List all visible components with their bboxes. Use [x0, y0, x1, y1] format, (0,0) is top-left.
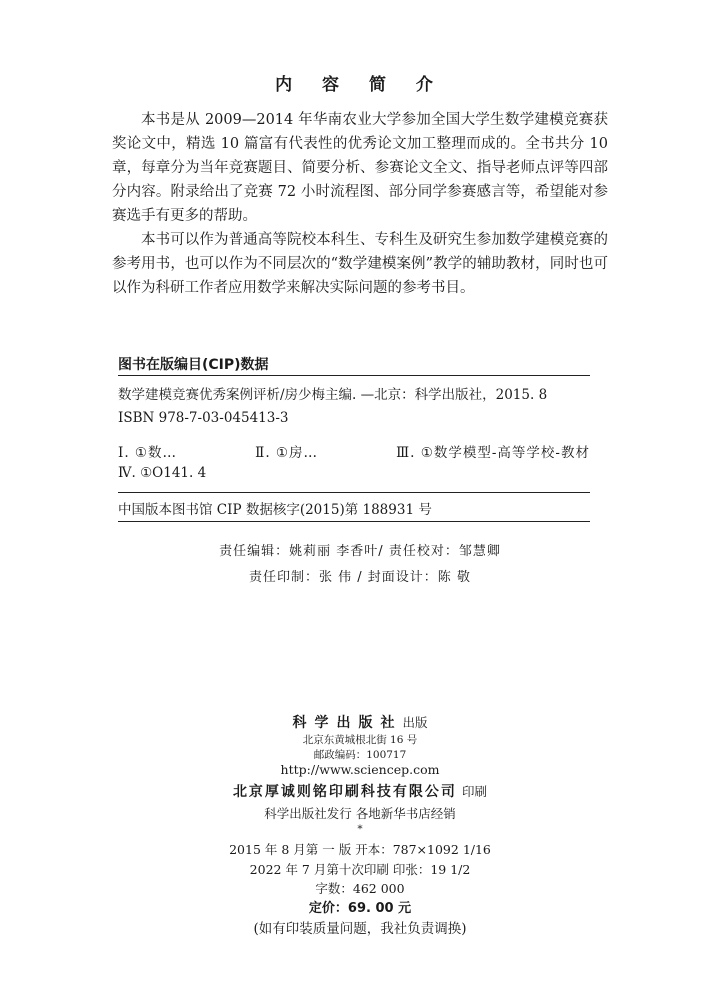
printer-action: 印刷: [462, 784, 488, 799]
cip-classification-2: Ⅳ. ①O141. 4: [118, 465, 207, 481]
cip-isbn: ISBN 978-7-03-045413-3: [118, 410, 289, 426]
cip-bibliographic-line: 数学建模竞赛优秀案例评析/房少梅主编. —北京：科学出版社，2015. 8: [118, 387, 548, 403]
cip-mid-rule: [118, 492, 590, 493]
cip-classification: [118, 441, 590, 461]
intro-paragraph-1: 本书是从 2009—2014 年华南农业大学参加全国大学生数学建模竞赛获奖论文中，精选 10 篇富有代表性的优秀论文加工整理而成的。全书共分 10 章，每章分为当年竞赛题目、简要分析、参赛论文全文、指导老师点评等四部分内容。附录给出了竞赛 72 小时流程图、部分同学参赛感言等，希望能对参赛选手有更多的帮助。: [112, 112, 608, 224]
quality-note: (如有印装质量问题，我社负责调换): [253, 921, 467, 937]
cip-class-2: Ⅱ. ①房…: [255, 445, 319, 461]
page-title: 内 容 简 介: [275, 75, 445, 95]
edition-line: 2015 年 8 月第 一 版 开本：787×1092 1/16: [229, 842, 491, 857]
publisher-line: [0, 712, 720, 732]
publisher-action: 出版: [402, 715, 428, 730]
cip-class-1: Ⅰ. ①数…: [118, 445, 178, 461]
cip-bottom-rule: [118, 521, 590, 522]
price: 定价：69. 00 元: [308, 901, 412, 916]
publisher-name: 科学出版社: [292, 715, 403, 731]
publisher-address: 北京东黄城根北街 16 号: [302, 734, 418, 746]
word-count: 字数：462 000: [315, 881, 405, 896]
printer-line: [0, 781, 720, 801]
cip-top-rule: [118, 375, 590, 376]
introduction: [112, 108, 608, 300]
intro-paragraph-2: 本书可以作为普通高等院校本科生、专科生及研究生参加数学建模竞赛的参考用书，也可以作为不同层次的“数学建模案例”教学的辅助教材，同时也可以作为科研工作者应用数学来解决实际问题的参考书目。: [112, 232, 608, 296]
editors-line-1: 责任编辑：姚莉丽 李香叶/ 责任校对：邹慧卿: [219, 544, 501, 559]
cip-class-3: Ⅲ. ①数学模型-高等学校-教材: [396, 445, 590, 461]
printer-name: 北京厚诚则铭印刷科技有限公司: [232, 784, 457, 800]
editors-line-2: 责任印制：张 伟 / 封面设计：陈 敬: [249, 570, 471, 585]
distribution-line: 科学出版社发行 各地新华书店经销: [264, 806, 456, 821]
publisher-website: http://www.sciencep.com: [280, 762, 440, 777]
printing-line: 2022 年 7 月第十次印刷 印张：19 1/2: [249, 862, 471, 877]
cip-record-number: 中国版本图书馆 CIP 数据核字(2015)第 188931 号: [118, 502, 432, 518]
separator-star: *: [357, 823, 363, 835]
cip-heading: 图书在版编目(CIP)数据: [118, 357, 269, 373]
publisher-postcode: 邮政编码：100717: [313, 749, 407, 761]
